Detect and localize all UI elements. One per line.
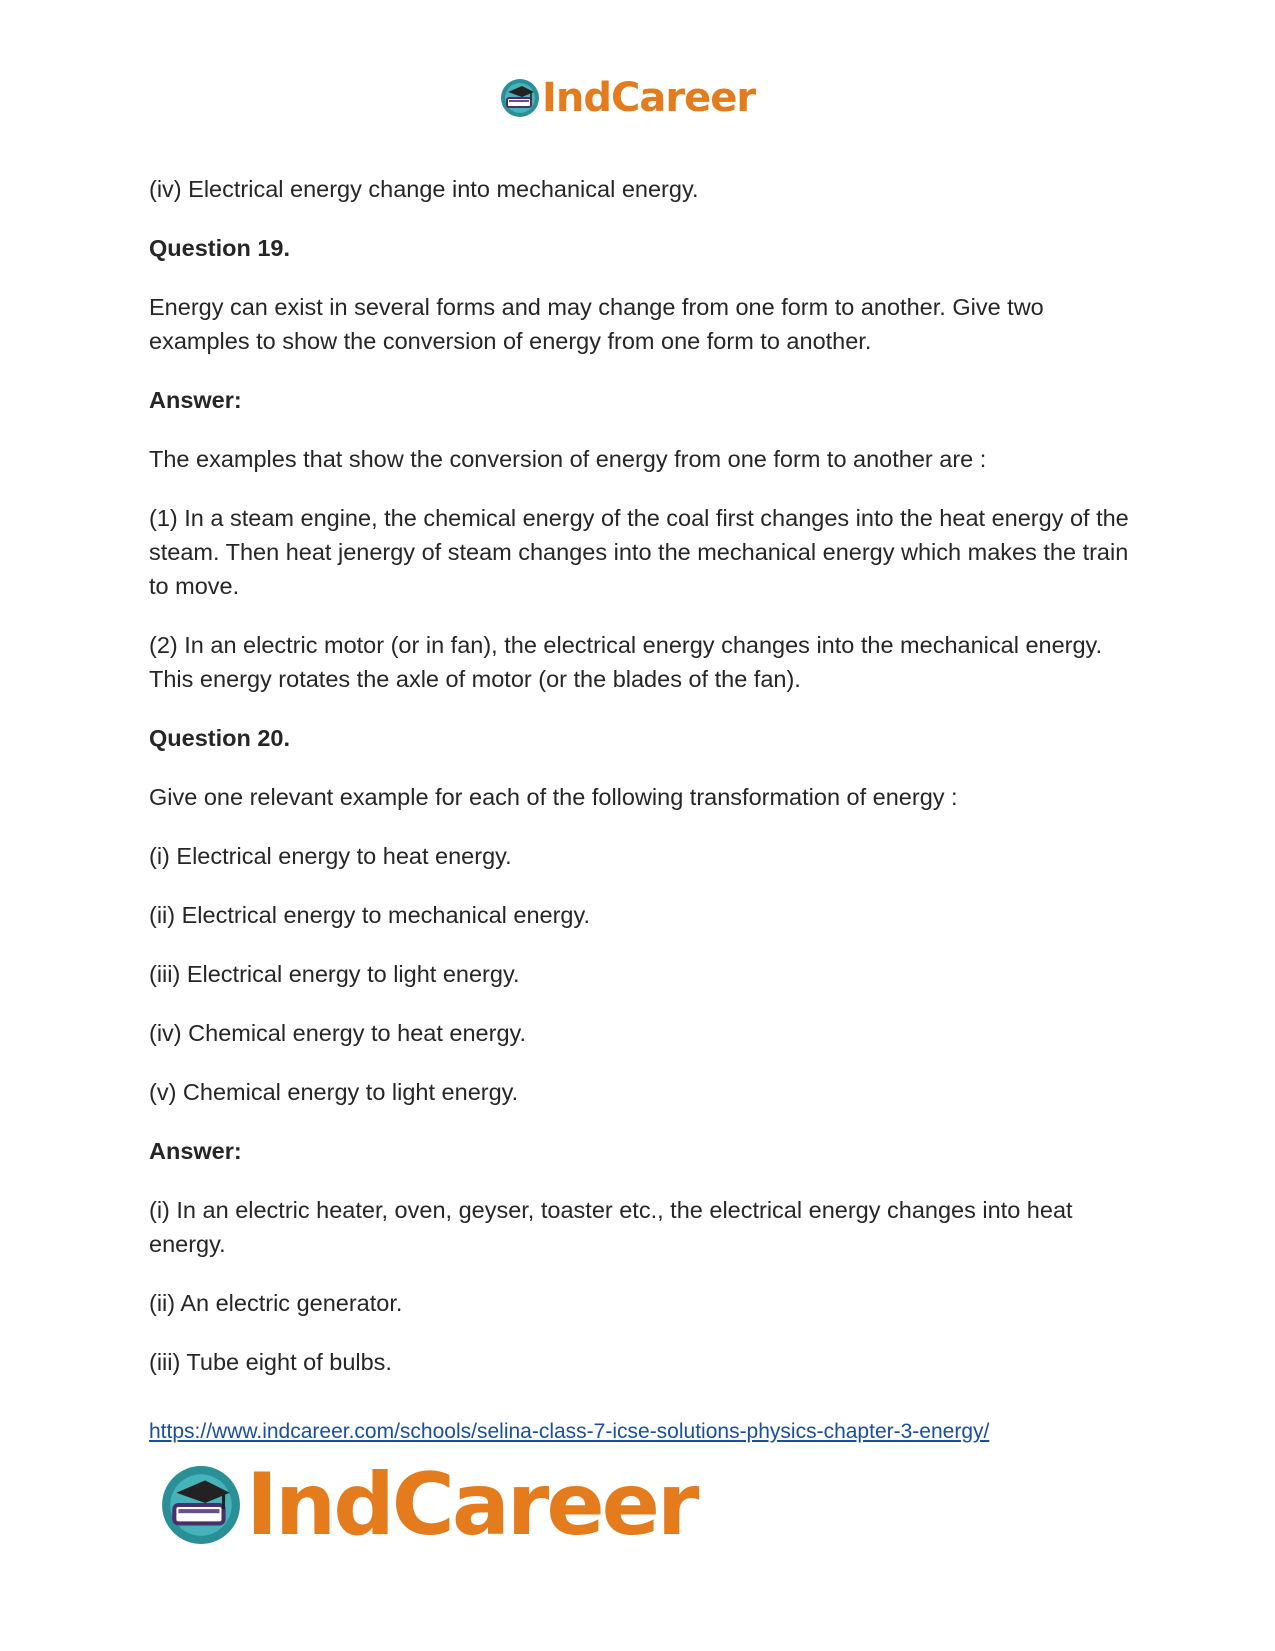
graduate-book-icon	[500, 78, 540, 118]
list-item: (iii) Electrical energy to light energy.	[149, 961, 520, 987]
paragraph: (2) In an electric motor (or in fan), the electrical energy changes into the mechanical energy. This energy rotates the axle of motor (or the blades of the fan).	[149, 632, 1103, 692]
source-link[interactable]: https://www.indcareer.com/schools/selina-class-7-icse-solutions-physics-chapter-3-energy/	[149, 1420, 990, 1443]
list-item: (iv) Chemical energy to heat energy.	[149, 1020, 527, 1046]
graduate-book-icon	[160, 1464, 242, 1546]
list-item: (i) Electrical energy to heat energy.	[149, 843, 512, 869]
footer-brand-name: IndCareer	[246, 1455, 697, 1555]
answer-heading: Answer:	[149, 387, 242, 413]
document-body	[149, 172, 1139, 1404]
paragraph: The examples that show the conversion of energy from one form to another are :	[149, 446, 987, 472]
question-text: Energy can exist in several forms and may change from one form to another. Give two examples to show the conversion of energy from one form to another.	[149, 294, 1044, 354]
list-item: (iii) Tube eight of bulbs.	[149, 1349, 392, 1375]
question-heading: Question 20.	[149, 725, 291, 751]
list-item: (v) Chemical energy to light energy.	[149, 1079, 519, 1105]
list-item: (ii) An electric generator.	[149, 1290, 403, 1316]
footer-logo	[160, 1455, 697, 1555]
paragraph: (1) In a steam engine, the chemical energy of the coal first changes into the heat energy of the steam. Then heat jenergy of steam changes into the mechanical energy which makes the train to move.	[149, 505, 1129, 599]
header-brand-name: IndCareer	[542, 75, 756, 121]
paragraph: (iv) Electrical energy change into mechanical energy.	[149, 176, 699, 202]
list-item: (i) In an electric heater, oven, geyser, toaster etc., the electrical energy changes into heat energy.	[149, 1197, 1073, 1257]
list-item: (ii) Electrical energy to mechanical energy.	[149, 902, 591, 928]
answer-heading: Answer:	[149, 1138, 242, 1164]
question-heading: Question 19.	[149, 235, 291, 261]
header-logo	[500, 75, 756, 121]
question-text: Give one relevant example for each of the following transformation of energy :	[149, 784, 958, 810]
